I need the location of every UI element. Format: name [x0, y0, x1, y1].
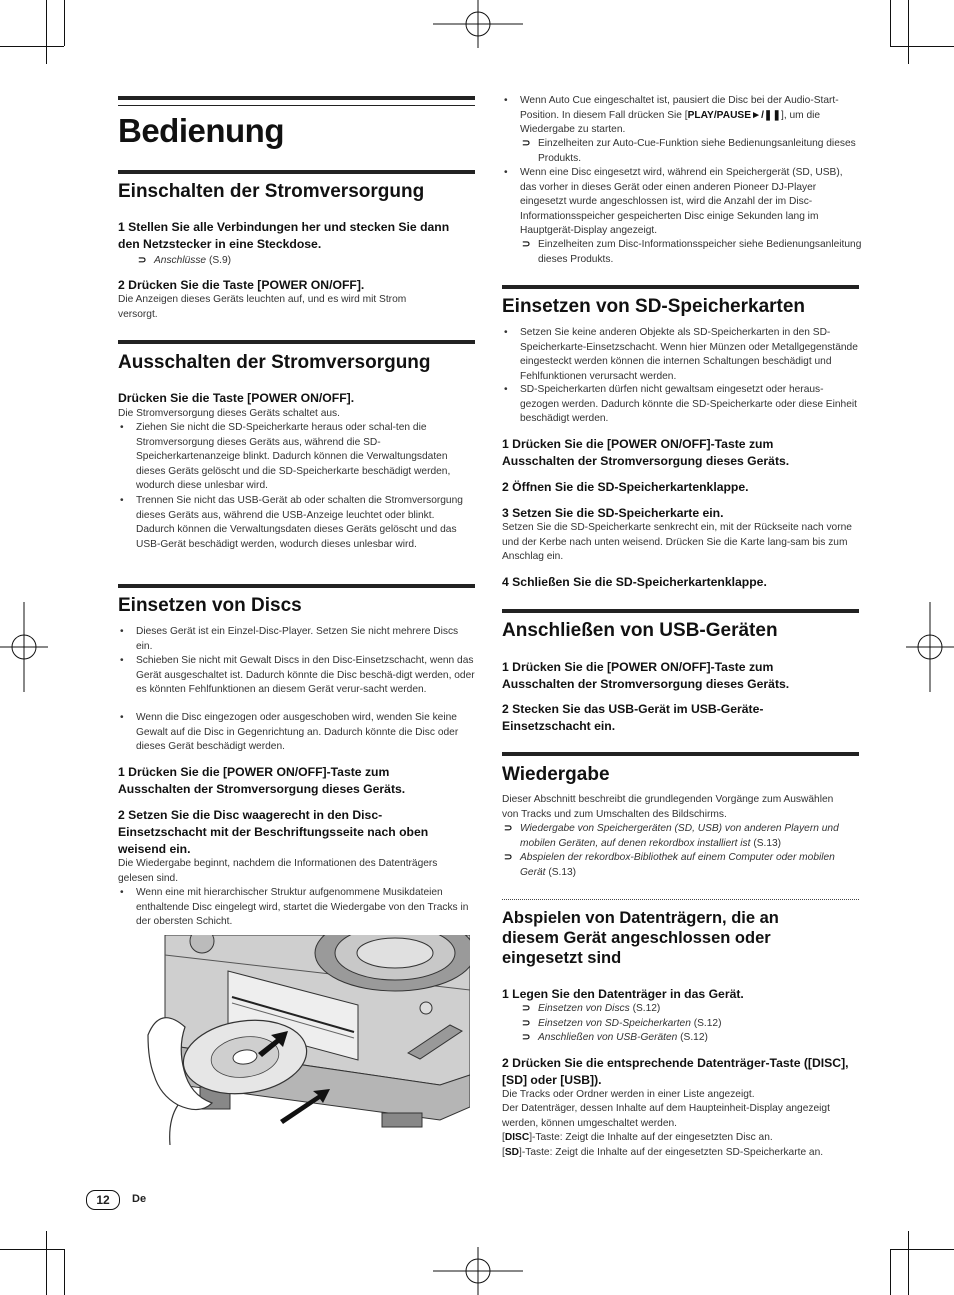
section-rule — [502, 285, 859, 289]
heading-sd: Einsetzen von SD-Speicherkarten — [502, 296, 806, 317]
bullet-disc-1: • Dieses Gerät ist ein Einzel-Disc-Player. Setzen Sie nicht mehrere Discs ein. — [118, 625, 475, 654]
crop-mark — [64, 1249, 65, 1295]
heading-usb: Anschließen von USB-Geräten — [502, 620, 778, 641]
crop-mark — [0, 1249, 64, 1250]
text-abspielen-disc: [DISC]-Taste: Zeigt die Inhalte auf der eingesetzten Disc an. — [502, 1132, 773, 1143]
crop-mark — [890, 46, 954, 47]
step-abspielen-2: 2 Drücken Sie die entsprechende Datenträger-Taste ([DISC], [SD] oder [USB]). — [502, 1056, 849, 1087]
ref-abspielen-discs: ⊃ Einsetzen von Discs (S.12) — [520, 1002, 868, 1017]
section-rule — [118, 340, 475, 344]
step-usb-1: 1 Drücken Sie die [POWER ON/OFF]-Taste zum Ausschalten der Stromversorgung dieses Geräts. — [502, 660, 790, 691]
section-rule — [502, 609, 859, 613]
ref-anschluesse: ⊃ Anschlüsse (S.9) — [136, 254, 484, 269]
bullet-sd-1: • Setzen Sie keine anderen Objekte als SD-Speicherkarten in den SD-Speicherkarte-Einsetzschacht. Wenn hier Münzen oder Metallgegenstände eingesteckt werden können die internen Schaltungen beschädigt und Fehlfunktionen verursacht werden. — [502, 326, 859, 384]
crop-mark — [890, 1249, 954, 1250]
title-rule — [118, 96, 475, 106]
crop-mark — [908, 1231, 909, 1295]
ref-disc-info: ⊃ Einzelheiten zum Disc-Informationsspeicher siehe Bedienungsanleitung dieses Produkts. — [520, 238, 868, 267]
step-einschalten-2: 2 Drücken Sie die Taste [POWER ON/OFF]. — [118, 278, 365, 292]
ref-abspielen-usb: ⊃ Anschließen von USB-Geräten (S.12) — [520, 1031, 868, 1046]
dotted-divider — [502, 899, 859, 900]
heading-einschalten: Einschalten der Stromversorgung — [118, 181, 425, 202]
text-abspielen-1: Die Tracks oder Ordner werden in einer Liste angezeigt. — [502, 1089, 755, 1100]
text-wiedergabe: Dieser Abschnitt beschreibt die grundlegenden Vorgänge zum Auswählen von Tracks und zum Umschalten des Bildschirms. — [502, 794, 834, 820]
text-ausschalten: Die Stromversorgung dieses Geräts schaltet aus. — [118, 408, 340, 419]
language-code: De — [132, 1193, 147, 1205]
text-abspielen-2: Der Datenträger, dessen Inhalte auf dem Haupteinheit-Display angezeigt werden, können umgeschaltet werden. — [502, 1103, 830, 1129]
step-ausschalten: Drücken Sie die Taste [POWER ON/OFF]. — [118, 391, 355, 405]
crop-mark — [0, 46, 64, 47]
step-usb-2: 2 Stecken Sie das USB-Gerät im USB-Geräte-Einsetzschacht ein. — [502, 702, 764, 733]
step-disc-1: 1 Drücken Sie die [POWER ON/OFF]-Taste zum Ausschalten der Stromversorgung dieses Geräts. — [118, 765, 406, 796]
registration-mark — [0, 602, 48, 692]
section-rule — [502, 752, 859, 756]
text-abspielen-sd: [SD]-Taste: Zeigt die Inhalte auf der eingesetzten SD-Speicherkarte an. — [502, 1147, 824, 1158]
bullet-disc-2: • Schieben Sie nicht mit Gewalt Discs in den Disc-Einsetzschacht, wenn das Gerät ausgeschaltet ist. Dadurch könnte die Disc beschä-digt werden, oder es könnten Fehlfunktionen an diesem Gerät verur-sacht werden. — [118, 654, 475, 698]
heading-ausschalten: Ausschalten der Stromversorgung — [118, 352, 431, 373]
heading-wiedergabe: Wiedergabe — [502, 764, 610, 785]
step-sd-1: 1 Drücken Sie die [POWER ON/OFF]-Taste zum Ausschalten der Stromversorgung dieses Geräts. — [502, 437, 790, 468]
section-rule — [118, 170, 475, 174]
crop-mark — [46, 1231, 47, 1295]
crop-mark — [890, 0, 891, 46]
ref-autocue: ⊃ Einzelheiten zur Auto-Cue-Funktion siehe Bedienungsanleitung dieses Produkts. — [520, 137, 868, 166]
bullet-autocue: • Wenn Auto Cue eingeschaltet ist, pausiert die Disc bei der Audio-Start-Position. In diesem Fall drücken Sie [PLAY/PAUSE►/❚❚], um die Wiedergabe zu starten. — [502, 94, 859, 138]
bullet-disc-3: • Wenn die Disc eingezogen oder ausgeschoben wird, wenden Sie keine Gewalt auf die Disc in Gegenrichtung an. Dadurch könnte die Disc oder dieses Gerät beschädigt werden. — [118, 711, 475, 755]
bullet-ausschalten-sd: • Ziehen Sie nicht die SD-Speicherkarte heraus oder schal-ten die Stromversorgung dieses Geräts aus, während die SD-Speicherkartenanzeige blinkt. Dadurch können die Verwaltungsdaten dieses Geräts gelöscht und die SD-Speicherkarte beschädigt werden, wodurch diese unlesbar wird. — [118, 421, 475, 494]
step-sd-4: 4 Schließen Sie die SD-Speicherkartenklappe. — [502, 575, 767, 589]
crop-mark — [890, 1249, 891, 1295]
step-einschalten-1: 1 Stellen Sie alle Verbindungen her und stecken Sie dann den Netzstecker in eine Steckdose. — [118, 220, 450, 251]
registration-mark — [433, 1247, 523, 1295]
bullet-disc-4: • Wenn eine mit hierarchischer Struktur aufgenommene Musikdateien enthaltende Disc eingelegt wird, startet die Wiedergabe von den Tracks in der obersten Schicht. — [118, 886, 475, 930]
registration-mark — [433, 0, 523, 48]
crop-mark — [908, 0, 909, 64]
ref-wiedergabe-2: ⊃ Abspielen der rekordbox-Bibliothek auf einem Computer oder mobilen Gerät (S.13) — [502, 851, 859, 880]
crop-mark — [64, 0, 65, 46]
registration-mark — [906, 602, 954, 692]
text-einschalten-2: Die Anzeigen dieses Geräts leuchten auf, und es wird mit Strom versorgt. — [118, 294, 407, 320]
text-disc-2: Die Wiedergabe beginnt, nachdem die Informationen des Datenträgers gelesen sind. — [118, 858, 438, 884]
ref-abspielen-sd: ⊃ Einsetzen von SD-Speicherkarten (S.12) — [520, 1017, 868, 1032]
crop-mark — [46, 0, 47, 64]
bullet-disc-info: • Wenn eine Disc eingesetzt wird, während ein Speichergerät (SD, USB), das vorher in dieses Gerät oder einen anderen Pioneer DJ-Player eingesetzt wurde angeschlossen ist, wird die Anzahl der im Disc-Informationsspeicher gespeicherten Disc einige Sekunden lang im Hauptgerät-Display angezeigt. — [502, 166, 859, 239]
section-rule — [118, 584, 475, 588]
bullet-ausschalten-usb: • Trennen Sie nicht das USB-Gerät ab oder schalten die Stromversorgung dieses Geräts aus, während die USB-Anzeige leuchtet oder blinkt. Dadurch können die Verwaltungsdaten dieses Geräts gelöscht und das USB-Gerät beschädigt werden, wodurch dieses unlesbar wird. — [118, 494, 475, 552]
heading-abspielen: Abspielen von Datenträgern, die an diesem Gerät angeschlossen oder eingesetzt sind — [502, 909, 779, 967]
disc-insertion-illustration — [140, 935, 470, 1150]
step-sd-2: 2 Öffnen Sie die SD-Speicherkartenklappe. — [502, 480, 749, 494]
ref-wiedergabe-1: ⊃ Wiedergabe von Speichergeräten (SD, USB) von anderen Playern und mobilen Geräten, auf denen rekordbox installiert ist (S.13) — [502, 822, 859, 851]
step-sd-3: 3 Setzen Sie die SD-Speicherkarte ein. — [502, 506, 724, 520]
step-disc-2: 2 Setzen Sie die Disc waagerecht in den Disc-Einsetzschacht mit der Beschriftungsseite nach oben weisend ein. — [118, 808, 429, 856]
bullet-sd-2: • SD-Speicherkarten dürfen nicht gewaltsam eingesetzt oder heraus-gezogen werden. Dadurch könnte die SD-Speicherkarte oder diese Einheit beschädigt werden. — [502, 383, 859, 427]
step-abspielen-1: 1 Legen Sie den Datenträger in das Gerät. — [502, 987, 744, 1001]
heading-discs: Einsetzen von Discs — [118, 595, 302, 616]
page-title: Bedienung — [118, 112, 284, 149]
page-number: 12 — [86, 1190, 120, 1210]
text-sd-3: Setzen Sie die SD-Speicherkarte senkrecht ein, mit der Rückseite nach vorne und der Kerbe nach unten weisend. Drücken Sie die Karte lang-sam bis zum Anschlag ein. — [502, 522, 852, 562]
